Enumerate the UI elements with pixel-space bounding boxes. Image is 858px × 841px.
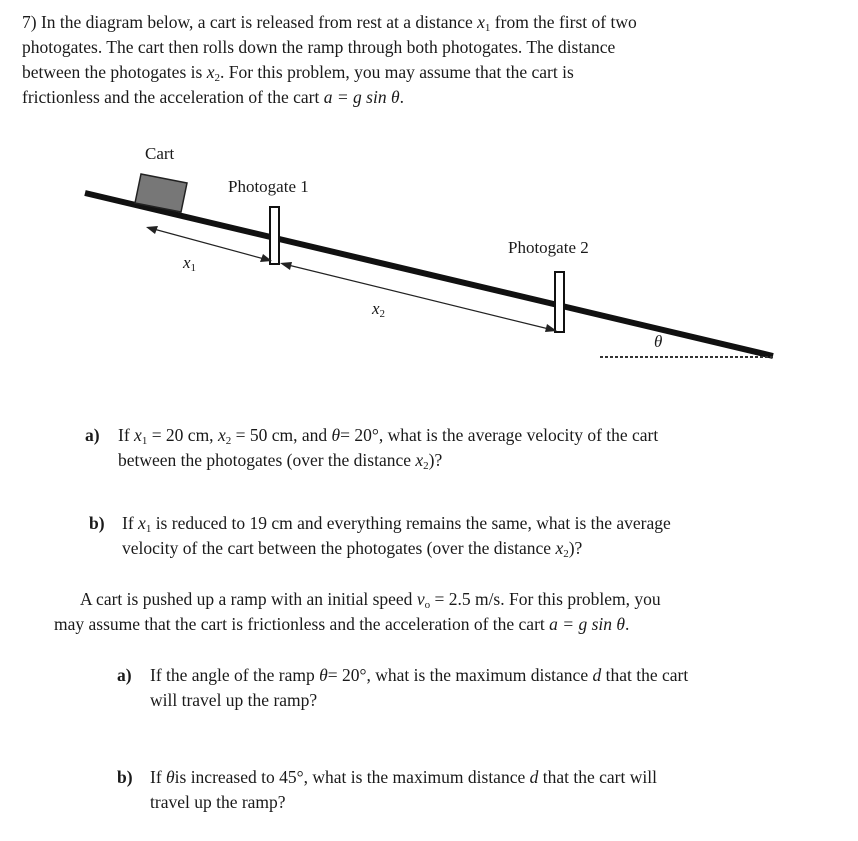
x2-arrowhead-left	[280, 262, 292, 270]
part-tag: b)	[117, 767, 133, 787]
problem7-line2: photogates. The cart then rolls down the ramp through both photogates. The distance	[22, 37, 616, 57]
problem7-line1: 7) In the diagram below, a cart is released from rest at a distance $x_1$ from the first of two	[22, 12, 637, 34]
problem7-line3: between the photogates is $x_2$. For this problem, you may assume that the cart is	[22, 62, 574, 84]
part-tag: a)	[117, 665, 132, 685]
cart-label: Cart	[145, 144, 175, 163]
problem7-line4: frictionless and the acceleration of the cart a = g sin θ.	[22, 87, 404, 107]
photogate2-label: Photogate 2	[508, 238, 589, 257]
x1-arrowhead-left	[146, 226, 158, 234]
photogate1-label: Photogate 1	[228, 177, 309, 196]
photogate2-post	[555, 272, 564, 332]
x2-label: $x_2$	[372, 299, 386, 320]
x1-label: $x_1$	[183, 253, 197, 274]
photogate1-post	[270, 207, 279, 264]
part-tag: b)	[89, 513, 105, 533]
problem8-line1: A cart is pushed up a ramp with an initial speed $v_o = 2.5$ m/s. For this problem, you	[80, 589, 661, 611]
theta-label: θ	[654, 332, 663, 351]
part-tag: a)	[85, 425, 100, 445]
problem-number: 7)	[22, 12, 37, 32]
ramp-line	[85, 193, 773, 356]
problem8-line2: may assume that the cart is frictionless and the acceleration of the cart a = g sin θ.	[54, 614, 630, 634]
